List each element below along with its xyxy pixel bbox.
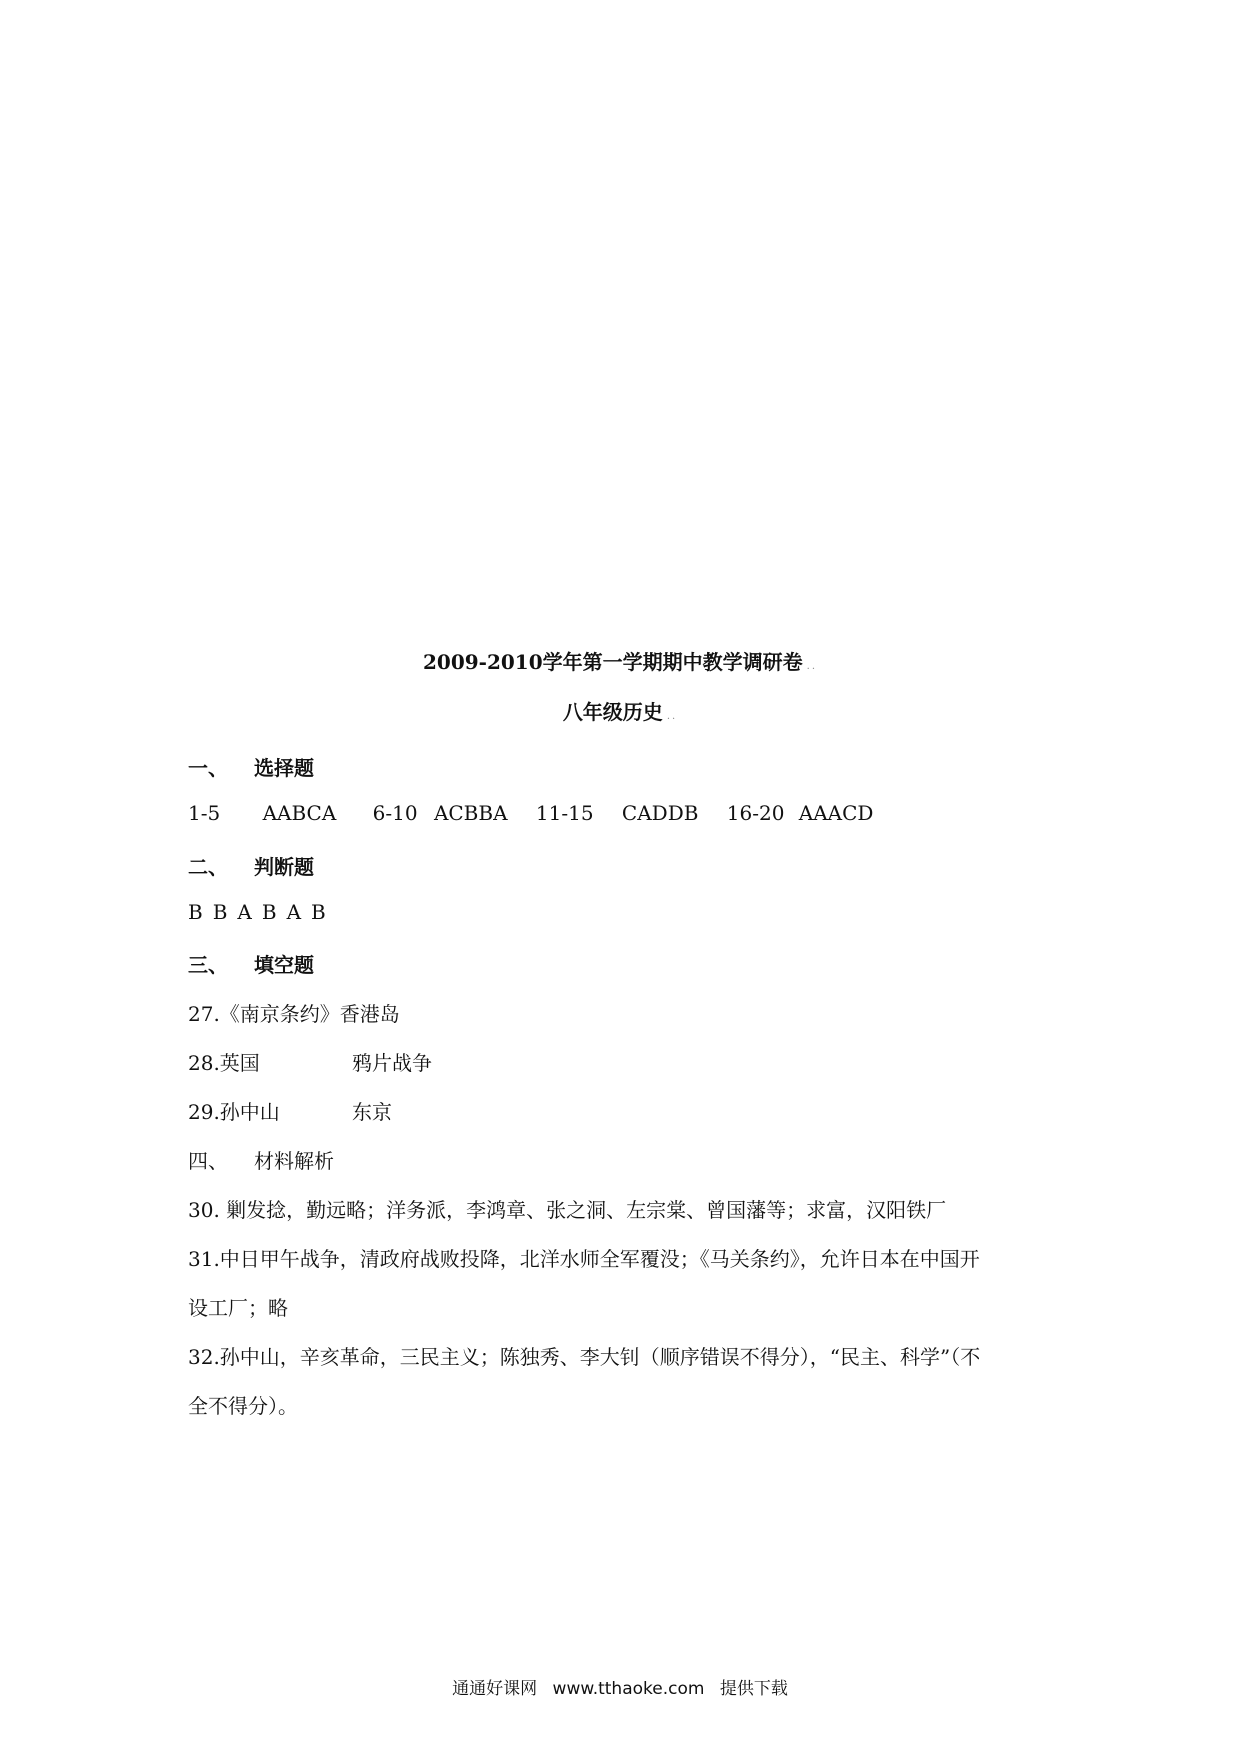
- section-number: 三、: [188, 953, 228, 977]
- analysis-answer: 设工厂；略: [188, 1296, 288, 1320]
- analysis-32-line2: [188, 1390, 298, 1419]
- section-heading-choice: [188, 752, 314, 781]
- section-label: 选择题: [254, 756, 314, 780]
- analysis-answer: 32.孙中山，辛亥革命，三民主义；陈独秀、李大钊（顺序错误不得分），“民主、科学”（不: [188, 1345, 981, 1369]
- section-heading-fill-blank: [188, 949, 314, 978]
- answer-letters: AABCA: [262, 801, 337, 825]
- tf-answer: A: [286, 900, 302, 924]
- fill-blank-answer: 29.孙中山: [188, 1100, 280, 1124]
- section-number: 一、: [188, 756, 228, 780]
- footer-site-name: 通通好课网: [452, 1679, 538, 1699]
- section-label: 材料解析: [254, 1149, 334, 1173]
- tf-answer: B: [261, 900, 277, 924]
- analysis-answer: 全不得分）。: [188, 1394, 298, 1418]
- tf-answer: B: [311, 900, 326, 924]
- true-false-answers: [188, 900, 336, 924]
- footer-url[interactable]: www.tthaoke.com: [552, 1679, 705, 1699]
- fill-blank-29: [188, 1096, 588, 1125]
- tf-answer: B: [212, 900, 228, 924]
- analysis-31-line2: [188, 1292, 288, 1321]
- analysis-answer: 30. 剿发捻，勤远略；洋务派，李鸿章、张之洞、左宗棠、曾国藩等；求富，汉阳铁厂: [188, 1198, 947, 1222]
- answer-range: 11-15: [535, 801, 594, 825]
- fill-blank-answer-second: 东京: [352, 1100, 392, 1124]
- title-text: 2009-2010学年第一学期期中教学调研卷: [423, 650, 803, 674]
- answer-letters: CADDB: [621, 801, 699, 825]
- analysis-answer: 31.中日甲午战争，清政府战败投降，北洋水师全军覆没；《马关条约》，允许日本在中国开: [188, 1247, 980, 1271]
- answer-letters: AAACD: [798, 801, 874, 825]
- section-heading-analysis: [188, 1145, 334, 1174]
- answer-range: 16-20: [726, 801, 785, 825]
- fill-blank-answer: 27.《南京条约》香港岛: [188, 1002, 400, 1026]
- page-subtitle: [0, 696, 1240, 725]
- analysis-31-line1: [188, 1243, 980, 1272]
- page-footer: [0, 1674, 1240, 1699]
- subtitle-text: 八年级历史: [562, 700, 663, 724]
- scan-mark: ..: [806, 661, 817, 672]
- section-number: 四、: [188, 1149, 228, 1173]
- tf-answer: B: [188, 900, 203, 924]
- fill-blank-answer-second: 鸦片战争: [352, 1051, 432, 1075]
- answer-range: 1-5: [188, 801, 221, 825]
- section-label: 判断题: [254, 855, 314, 879]
- fill-blank-answer: 28.英国: [188, 1051, 260, 1075]
- fill-blank-28: [188, 1047, 588, 1076]
- footer-suffix: 提供下载: [719, 1679, 788, 1699]
- section-heading-true-false: [188, 851, 314, 880]
- multiple-choice-answers: [188, 801, 873, 825]
- tf-answer: A: [237, 900, 252, 924]
- answer-range: 6-10: [372, 801, 418, 825]
- analysis-30: [188, 1194, 946, 1223]
- fill-blank-27: [188, 998, 400, 1027]
- section-label: 填空题: [254, 953, 314, 977]
- scan-mark: ..: [666, 711, 678, 722]
- answer-letters: ACBBA: [433, 801, 508, 825]
- analysis-32-line1: [188, 1341, 980, 1370]
- section-number: 二、: [188, 855, 228, 879]
- page-title: [0, 646, 1240, 675]
